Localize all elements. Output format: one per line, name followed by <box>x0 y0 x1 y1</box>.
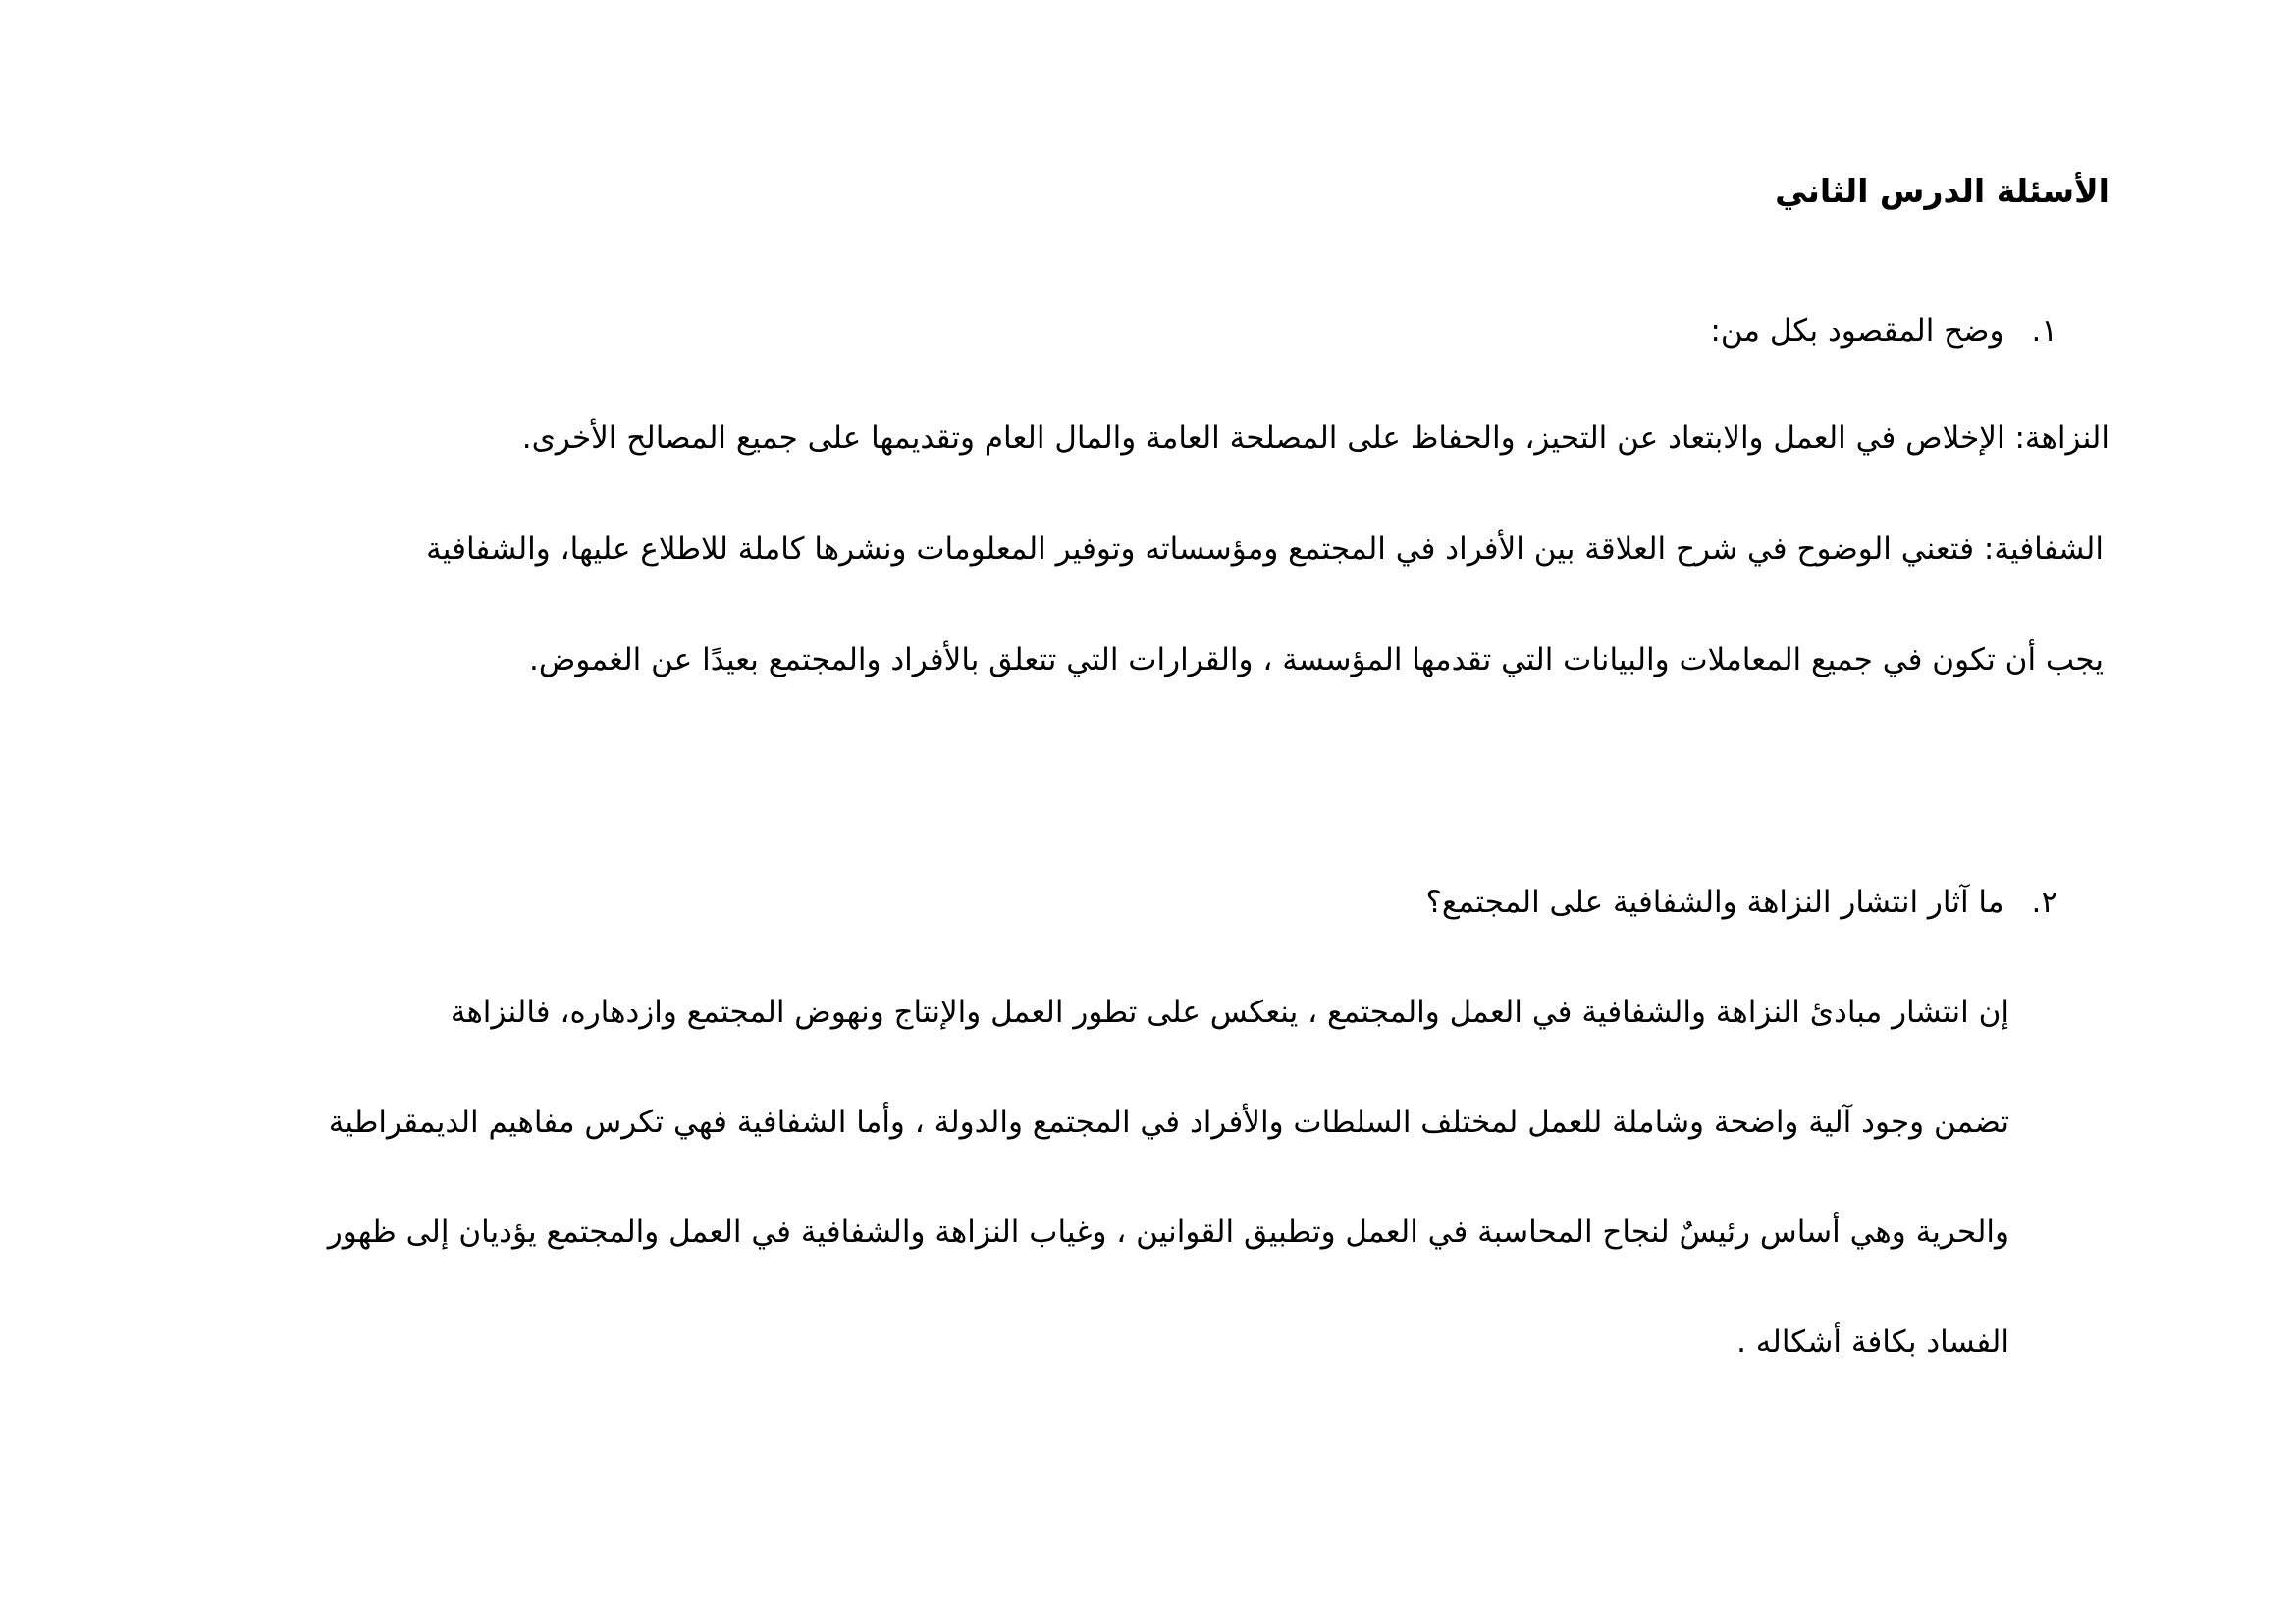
answer-2-line-4: الفساد بكافة أشكاله . <box>1736 1325 2009 1360</box>
answer-1-line-1: النزاهة: الإخلاص في العمل والابتعاد عن التحيز، والحفاظ على المصلحة العامة والمال العام وتقديمها على جميع المصالح الأخرى. <box>521 420 2109 456</box>
answer-1-line-3: يجب أن تكون في جميع المعاملات والبيانات التي تقدمها المؤسسة ، والقرارات التي تتعلق بالأفراد والمجتمع بعيدًا عن الغموض. <box>528 642 2104 677</box>
question-1-number: ١. <box>2031 313 2057 349</box>
question-1-text: وضح المقصود بكل من: <box>1710 313 2004 349</box>
answer-2-line-3: والحرية وهي أساس رئيسٌ لنجاح المحاسبة في العمل وتطبيق القوانين ، وغياب النزاهة والشفافية في العمل والمجتمع يؤديان إلى ظهور <box>327 1215 2009 1250</box>
page-title: الأسئلة الدرس الثاني <box>1775 172 2109 210</box>
question-1-heading <box>1710 309 2057 352</box>
question-2-number: ٢. <box>2031 885 2057 920</box>
answer-1-line-2: الشفافية: فتعني الوضوح في شرح العلاقة بين الأفراد في المجتمع ومؤسساته وتوفير المعلومات ونشرها كاملة للاطلاع عليها، والشفافية <box>426 531 2104 567</box>
question-2-text: ما آثار انتشار النزاهة والشفافية على المجتمع؟ <box>1425 885 2004 920</box>
answer-2-line-2: تضمن وجود آلية واضحة وشاملة للعمل لمختلف السلطات والأفراد في المجتمع والدولة ، وأما الشفافية فهي تكرس مفاهيم الديمقراطية <box>328 1105 2009 1140</box>
question-2-heading <box>1425 881 2057 924</box>
answer-2-line-1: إن انتشار مبادئ النزاهة والشفافية في العمل والمجتمع ، ينعكس على تطور العمل والإنتاج ونهوض المجتمع وازدهاره، فالنزاهة <box>450 995 2009 1030</box>
